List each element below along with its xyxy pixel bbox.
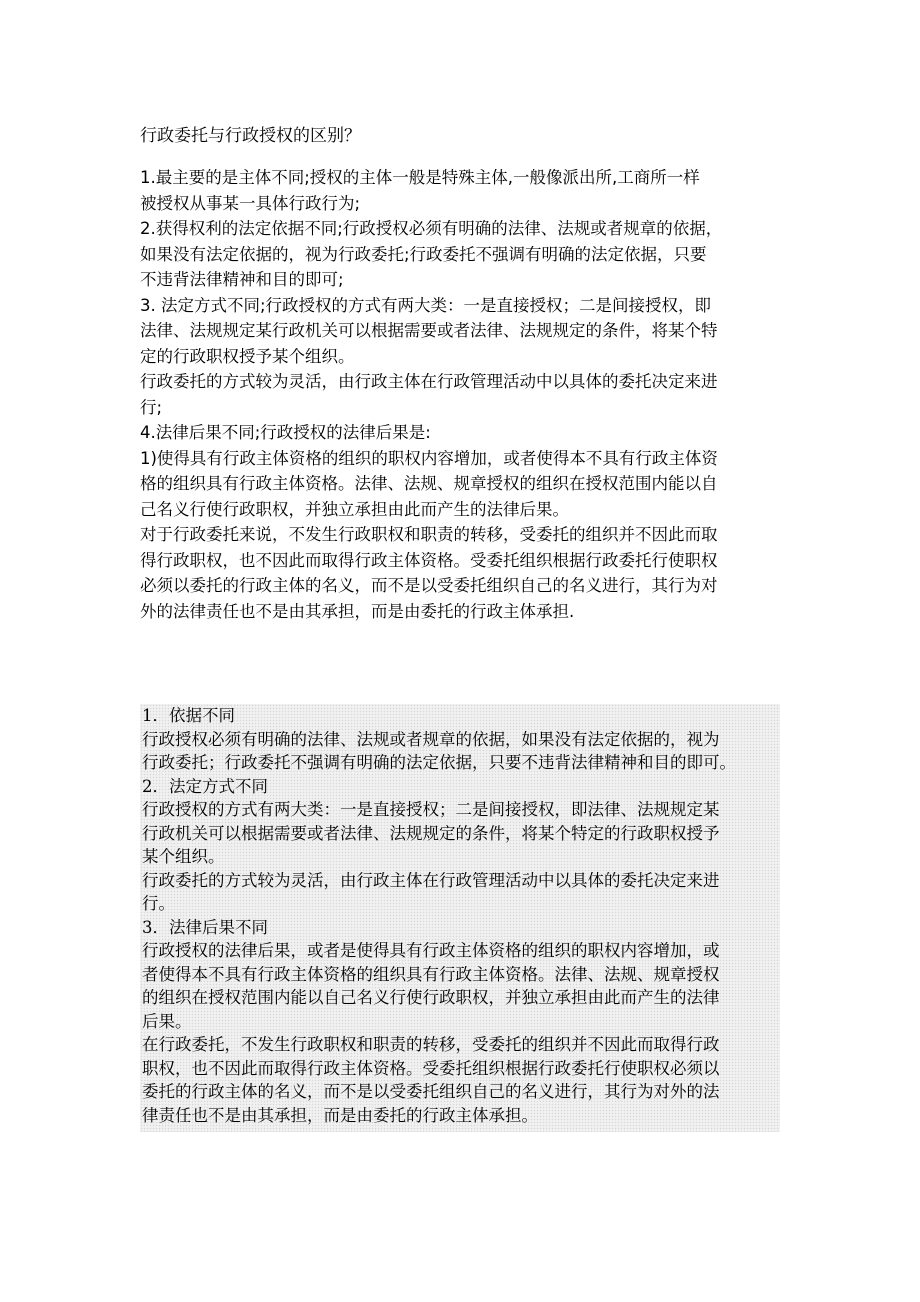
text-line: 行政委托的方式较为灵活，由行政主体在行政管理活动中以具体的委托决定来进 bbox=[142, 870, 720, 890]
text-line: 者使得本不具有行政主体资格的组织具有行政主体资格。法律、法规、规章授权 bbox=[142, 964, 720, 984]
section-heading: 3．法律后果不同 bbox=[142, 917, 268, 937]
text-line: 律责任也不是由其承担，而是由委托的行政主体承担。 bbox=[142, 1105, 538, 1125]
text-line: 在行政委托，不发生行政职权和职责的转移，受委托的组织并不因此而取得行政 bbox=[142, 1035, 720, 1054]
text-line: 行政机关可以根据需要或者法律、法规规定的条件，将某个特定的行政职权授予 bbox=[142, 823, 720, 843]
text-line: 法律、法规规定某行政机关可以根据需要或者法律、法规规定的条件，将某个特 bbox=[140, 321, 718, 340]
text-line: 行。 bbox=[142, 894, 175, 913]
text-line: 如果没有法定依据的，视为行政委托;行政委托不强调有明确的法定依据，只要 bbox=[140, 244, 707, 264]
text-line: 格的组织具有行政主体资格。法律、法规、规章授权的组织在授权范围内能以自 bbox=[140, 474, 718, 493]
text-line: 行政授权必须有明确的法律、法规或者规章的依据，如果没有法定依据的，视为 bbox=[142, 729, 720, 749]
text-line: 被授权从事某一具体行政行为; bbox=[140, 193, 361, 213]
text-line: 行政委托；行政委托不强调有明确的法定依据，只要不违背法律精神和目的即可。 bbox=[142, 753, 736, 772]
second-answer-section bbox=[140, 704, 780, 1132]
text-line: 职权，也不因此而取得行政主体资格。受委托组织根据行政委托行使职权必须以 bbox=[142, 1058, 720, 1078]
page-title: 行政委托与行政授权的区别？ bbox=[140, 126, 361, 146]
text-line: 行政委托的方式较为灵活，由行政主体在行政管理活动中以具体的委托决定来进 bbox=[140, 372, 718, 391]
text-line: 行; bbox=[140, 397, 163, 417]
text-line: 后果。 bbox=[142, 1011, 192, 1031]
text-line: 行政授权的方式有两大类：一是直接授权；二是间接授权，即法律、法规规定某 bbox=[142, 800, 720, 819]
text-line: 4.法律后果不同;行政授权的法律后果是: bbox=[140, 423, 431, 442]
text-line: 外的法律责任也不是由其承担，而是由委托的行政主体承担. bbox=[140, 601, 575, 621]
text-line: 某个组织。 bbox=[142, 847, 225, 866]
text-line: 对于行政委托来说，不发生行政职权和职责的转移，受委托的组织并不因此而取 bbox=[140, 525, 718, 544]
text-line: 3. 法定方式不同;行政授权的方式有两大类：一是直接授权；二是间接授权，即 bbox=[140, 295, 712, 315]
text-line: 定的行政职权授予某个组织。 bbox=[140, 346, 355, 366]
first-answer-section bbox=[140, 165, 790, 624]
text-line: 的组织在授权范围内能以自己名义行使行政职权，并独立承担由此而产生的法律 bbox=[142, 988, 720, 1007]
text-line: 行政授权的法律后果，或者是使得具有行政主体资格的组织的职权内容增加，或 bbox=[142, 941, 720, 960]
text-line: 2.获得权利的法定依据不同;行政授权必须有明确的法律、法规或者规章的依据， bbox=[140, 219, 723, 238]
text-line: 必须以委托的行政主体的名义，而不是以受委托组织自己的名义进行，其行为对 bbox=[140, 576, 718, 595]
section-heading: 1．依据不同 bbox=[142, 706, 235, 725]
text-line: 不违背法律精神和目的即可; bbox=[140, 270, 344, 289]
text-line: 己名义行使行政职权，并独立承担由此而产生的法律后果。 bbox=[140, 499, 569, 519]
text-line: 得行政职权，也不因此而取得行政主体资格。受委托组织根据行政委托行使职权 bbox=[140, 550, 718, 570]
text-line: 委托的行政主体的名义，而不是以受委托组织自己的名义进行，其行为对外的法 bbox=[142, 1082, 720, 1101]
section-heading: 2．法定方式不同 bbox=[142, 776, 268, 796]
text-line: 1.最主要的是主体不同;授权的主体一般是特殊主体,一般像派出所,工商所一样 bbox=[140, 168, 700, 187]
text-line: 1)使得具有行政主体资格的组织的职权内容增加，或者使得本不具有行政主体资 bbox=[140, 448, 718, 468]
